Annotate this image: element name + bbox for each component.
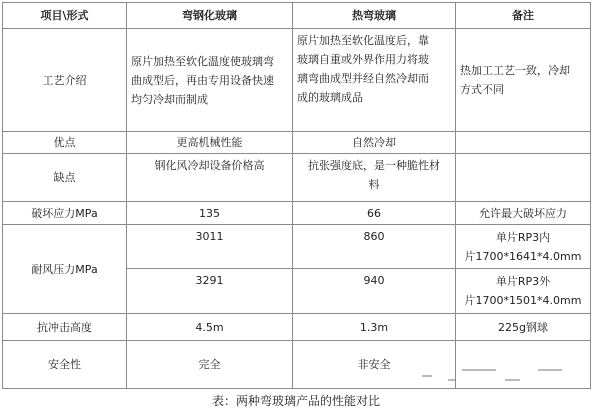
cell-impact-tempered: 4.5m: [195, 320, 224, 334]
cell-wind-outer-note: 单片RP3外 片1700*1501*4.0mm: [464, 275, 582, 307]
header-hot-bent-glass: 热弯玻璃: [352, 9, 396, 22]
cell-process-note: 热加工工艺一致，冷却 方式不同: [460, 64, 570, 96]
header-tempered-bent-glass: 弯钢化玻璃: [182, 9, 237, 22]
cell-wind-outer-tempered: 3291: [195, 274, 224, 287]
header-remarks: 备注: [512, 9, 534, 22]
cell-wind-inner-hot-bent: 860: [363, 230, 385, 243]
cell-wind-outer-hot-bent: 940: [363, 274, 385, 287]
cell-process-hot-bent: 原片加热至软化温度后，靠 玻璃自重或外界作用力将玻 璃弯曲成型并经自然冷却而 成的玻璃成品: [297, 34, 429, 104]
cell-advantage-tempered: 更高机械性能: [176, 136, 243, 149]
row-label-failure-stress: 破坏应力MPa: [31, 206, 98, 220]
decorative-marks: [410, 366, 590, 386]
row-label-process: 工艺介绍: [42, 73, 87, 87]
cell-failure-stress-note: 允许最大破坏应力: [479, 206, 567, 220]
cell-safety-tempered: 完全: [198, 358, 221, 371]
cell-disadvantage-hot-bent: 抗张强度底，是一种脆性材 料: [308, 159, 440, 191]
table-caption: 表：两种弯玻璃产品的性能对比: [211, 394, 380, 408]
cell-failure-stress-tempered: 135: [199, 206, 220, 220]
row-label-wind-pressure: 耐风压力MPa: [31, 262, 98, 276]
cell-impact-note: 225g钢球: [498, 320, 548, 334]
cell-advantage-hot-bent: 自然冷却: [352, 136, 396, 149]
row-label-advantage: 优点: [53, 136, 76, 149]
cell-disadvantage-note: [456, 154, 590, 201]
cell-wind-inner-note: 单片RP3内 片1700*1641*4.0mm: [464, 230, 582, 263]
row-label-safety: 安全性: [48, 358, 81, 371]
cell-impact-hot-bent: 1.3m: [359, 320, 389, 334]
cell-safety-hot-bent: 非安全: [357, 358, 391, 371]
cell-disadvantage-tempered: 钢化风冷却设备价格高: [154, 159, 265, 172]
header-item-form: 项目\形式: [40, 9, 89, 22]
row-label-impact-height: 抗冲击高度: [37, 320, 92, 334]
cell-process-tempered: 原片加热至软化温度使玻璃弯 曲成型后，再由专用设备快速 均匀冷却而制成: [131, 54, 274, 106]
cell-advantage-note: [456, 132, 590, 153]
cell-wind-inner-tempered: 3011: [195, 230, 224, 243]
row-label-disadvantage: 缺点: [53, 171, 76, 184]
cell-failure-stress-hot-bent: 66: [367, 206, 381, 220]
